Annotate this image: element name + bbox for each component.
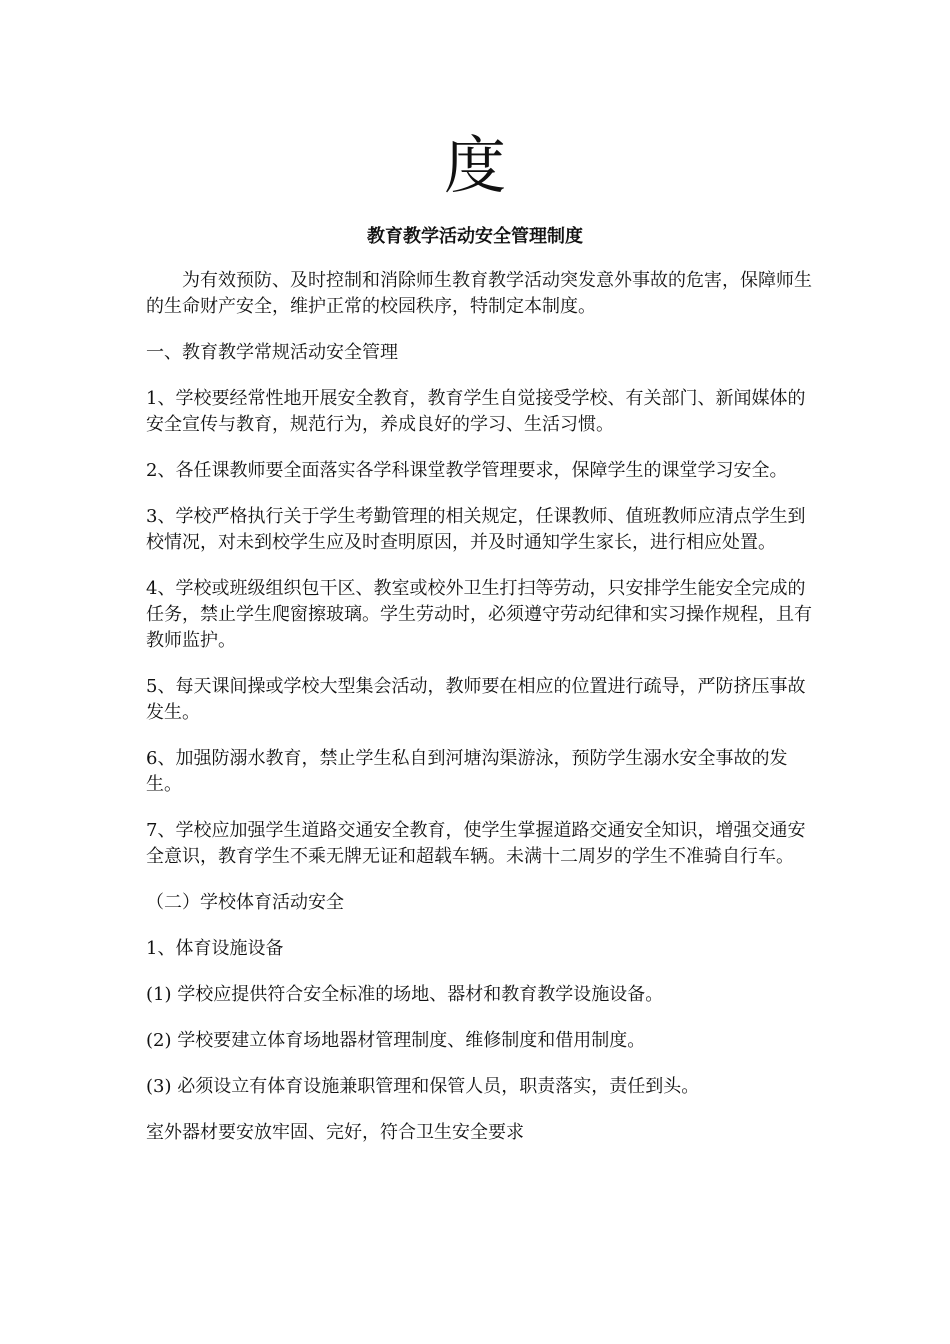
list-item: (3) 必须设立有体育设施兼职管理和保管人员，职责落实，责任到头。: [146, 1076, 700, 1097]
list-item: (1) 学校应提供符合安全标准的场地、器材和教育教学设施设备。: [146, 984, 664, 1005]
document-body: [146, 268, 816, 1166]
section-heading: （二）学校体育活动安全: [146, 892, 344, 913]
paragraph: 1、学校要经常性地开展安全教育，教育学生自觉接受学校、有关部门、新闻媒体的安全宣传与教育，规范行为，养成良好的学习、生活习惯。: [146, 388, 806, 435]
document-title: 教育教学活动安全管理制度: [367, 226, 583, 247]
subsection-heading: 1、体育设施设备: [146, 938, 284, 959]
paragraph: 2、各任课教师要全面落实各学科课堂教学管理要求，保障学生的课堂学习安全。: [146, 460, 788, 481]
paragraph: 5、每天课间操或学校大型集会活动，教师要在相应的位置进行疏导，严防挤压事故发生。: [146, 676, 806, 723]
heading-fragment: 度: [443, 129, 506, 202]
paragraph: 6、加强防溺水教育，禁止学生私自到河塘沟渠游泳，预防学生溺水安全事故的发生。: [146, 748, 788, 795]
list-item: (2) 学校要建立体育场地器材管理制度、维修制度和借用制度。: [146, 1030, 646, 1051]
paragraph: 4、学校或班级组织包干区、教室或校外卫生打扫等劳动，只安排学生能安全完成的任务，禁止学生爬窗擦玻璃。学生劳动时，必须遵守劳动纪律和实习操作规程，且有教师监护。: [146, 578, 812, 651]
section-heading: 一、教育教学常规活动安全管理: [146, 342, 398, 363]
intro-paragraph: 为有效预防、及时控制和消除师生教育教学活动突发意外事故的危害，保障师生的生命财产安全，维护正常的校园秩序，特制定本制度。: [146, 270, 812, 317]
paragraph: 7、学校应加强学生道路交通安全教育，使学生掌握道路交通安全知识，增强交通安全意识，教育学生不乘无牌无证和超载车辆。未满十二周岁的学生不准骑自行车。: [146, 820, 806, 867]
paragraph: 室外器材要安放牢固、完好，符合卫生安全要求: [146, 1122, 524, 1143]
paragraph: 3、学校严格执行关于学生考勤管理的相关规定，任课教师、值班教师应清点学生到校情况，对未到校学生应及时查明原因，并及时通知学生家长，进行相应处置。: [146, 506, 806, 553]
